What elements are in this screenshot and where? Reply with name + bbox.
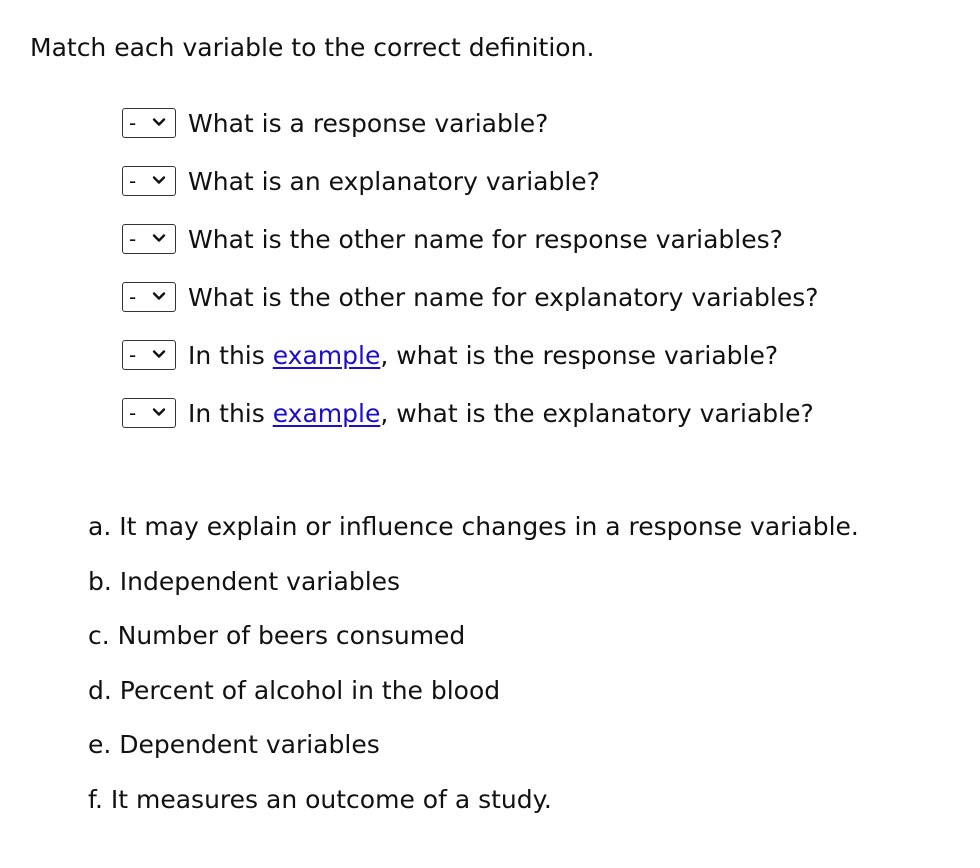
select-value: - <box>129 401 137 425</box>
answer-select-4[interactable] <box>122 282 176 312</box>
answer-options-list <box>88 505 859 833</box>
question-row <box>122 210 819 268</box>
question-text: What is the other name for explanatory variables? <box>188 282 819 312</box>
chevron-down-icon <box>152 405 166 419</box>
answer-select-6[interactable] <box>122 398 176 428</box>
question-text: What is the other name for response variables? <box>188 224 783 254</box>
instruction-text: Match each variable to the correct definition. <box>30 33 595 62</box>
example-link[interactable]: example <box>272 398 381 428</box>
chevron-down-icon <box>152 173 166 187</box>
question-suffix: , what is the response variable? <box>380 340 779 370</box>
question-row <box>122 152 819 210</box>
question-list <box>122 104 819 442</box>
answer-option: f. It measures an outcome of a study. <box>88 784 552 814</box>
question-suffix: , what is the explanatory variable? <box>380 398 814 428</box>
answer-select-2[interactable] <box>122 166 176 196</box>
answer-option: e. Dependent variables <box>88 730 380 760</box>
chevron-down-icon <box>152 289 166 303</box>
answer-option: a. It may explain or influence changes in a response variable. <box>88 512 859 541</box>
question-text <box>188 399 814 428</box>
select-value: - <box>129 227 137 251</box>
answer-select-5[interactable] <box>122 340 176 370</box>
question-row <box>122 384 819 442</box>
select-value: - <box>129 169 137 193</box>
select-value: - <box>129 111 137 135</box>
answer-option: d. Percent of alcohol in the blood <box>88 675 501 705</box>
select-value: - <box>129 343 137 367</box>
question-prefix: In this <box>188 340 273 370</box>
select-value: - <box>129 285 137 309</box>
question-row <box>122 326 819 384</box>
example-link[interactable]: example <box>272 340 381 370</box>
question-row <box>122 94 819 152</box>
chevron-down-icon <box>152 347 166 361</box>
chevron-down-icon <box>152 115 166 129</box>
answer-select-1[interactable] <box>122 108 176 138</box>
answer-option: b. Independent variables <box>88 566 401 596</box>
answer-select-3[interactable] <box>122 224 176 254</box>
question-text: What is an explanatory variable? <box>188 166 600 196</box>
question-text <box>188 341 778 370</box>
question-text: What is a response variable? <box>188 108 549 138</box>
question-prefix: In this <box>188 398 273 428</box>
answer-option: c. Number of beers consumed <box>88 621 466 651</box>
chevron-down-icon <box>152 231 166 245</box>
question-row <box>122 268 819 326</box>
